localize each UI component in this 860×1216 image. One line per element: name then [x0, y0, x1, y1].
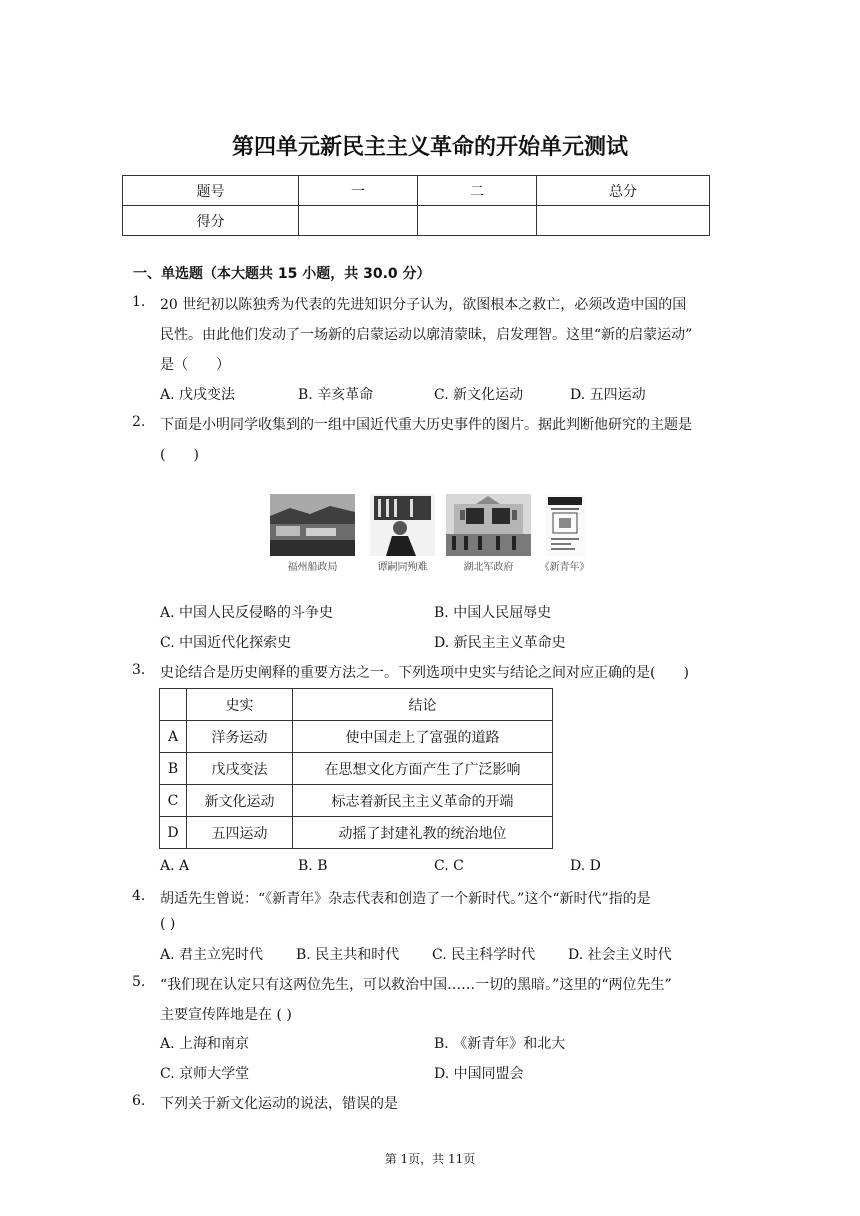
photo-fuzhou-shipyard: [270, 494, 355, 556]
option-a[interactable]: A. 中国人民反侵略的斗争史: [160, 605, 334, 621]
score-table: [122, 175, 710, 236]
question-text-line: 史论结合是历史阐释的重要方法之一。下列选项中史实与结论之间对应正确的是( ): [160, 665, 689, 681]
question-number: 3.: [132, 662, 146, 678]
question-number: 5.: [132, 974, 146, 990]
table-cell: 洋务运动: [187, 721, 293, 753]
option-c[interactable]: C. 民主科学时代: [432, 947, 536, 963]
table-header-cell: 史实: [187, 689, 293, 721]
photo-caption: 谭嗣同殉难: [377, 562, 428, 573]
question-text-line: 胡适先生曾说：“《新青年》杂志代表和创造了一个新时代。”这个“新时代”指的是: [160, 891, 651, 907]
table-cell: 新文化运动: [187, 785, 293, 817]
table-cell: 五四运动: [187, 817, 293, 849]
question-text-line: 主要宣传阵地是在 ( ): [160, 1007, 292, 1023]
option-c[interactable]: C. 新文化运动: [434, 387, 524, 403]
table-cell: 使中国走上了富强的道路: [293, 721, 553, 753]
option-a[interactable]: A. 君主立宪时代: [160, 947, 264, 963]
table-cell: 动摇了封建礼教的统治地位: [293, 817, 553, 849]
score-header-cell: 题号: [123, 176, 299, 206]
question-text-line: ( ): [160, 447, 199, 463]
option-d[interactable]: D. 五四运动: [570, 387, 646, 403]
option-b[interactable]: B. 中国人民屈辱史: [434, 605, 552, 621]
question-text-line: 下列关于新文化运动的说法，错误的是: [160, 1096, 398, 1112]
option-c[interactable]: C. 中国近代化探索史: [160, 635, 292, 651]
score-cell: [537, 206, 710, 236]
page-footer: 第 1页，共 11页: [384, 1152, 476, 1166]
score-header-cell: 二: [418, 176, 537, 206]
photo-caption: 《新青年》: [539, 562, 590, 573]
page-title: 第四单元新民主主义革命的开始单元测试: [231, 135, 628, 160]
question-text-line: 民性。由此他们发动了一场新的启蒙运动以廓清蒙昧，启发理智。这里“新的启蒙运动”: [160, 327, 693, 343]
table-row: [160, 817, 553, 849]
table-header-cell: 结论: [293, 689, 553, 721]
table-cell: C: [160, 785, 187, 817]
table-cell: 戊戌变法: [187, 753, 293, 785]
history-table: [159, 688, 553, 849]
option-b[interactable]: B. 《新青年》和北大: [434, 1036, 566, 1052]
section-heading: 一、单选题（本大题共 15 小题，共 30.0 分）: [133, 266, 431, 282]
score-row-label: 得分: [123, 206, 299, 236]
option-b[interactable]: B. 辛亥革命: [298, 387, 374, 403]
table-cell: A: [160, 721, 187, 753]
score-header-cell: 一: [299, 176, 418, 206]
question-number: 4.: [132, 888, 146, 904]
photo-tan-sitong: [370, 494, 435, 556]
option-d[interactable]: D. 新民主主义革命史: [434, 635, 566, 651]
option-b[interactable]: B. B: [298, 858, 328, 874]
option-d[interactable]: D. D: [570, 858, 601, 874]
table-row: [160, 785, 553, 817]
question-number: 6.: [132, 1093, 146, 1109]
option-d[interactable]: D. 中国同盟会: [434, 1066, 524, 1082]
question-number: 1.: [132, 294, 146, 310]
photo-new-youth-magazine: [545, 494, 585, 556]
question-text-line: ( ): [160, 916, 176, 932]
table-cell: B: [160, 753, 187, 785]
photo-caption: 湖北军政府: [463, 562, 514, 573]
table-cell: 标志着新民主主义革命的开端: [293, 785, 553, 817]
question-text-line: 是（ ）: [160, 357, 230, 373]
option-c[interactable]: C. 京师大学堂: [160, 1066, 250, 1082]
score-header-cell: 总分: [537, 176, 710, 206]
option-d[interactable]: D. 社会主义时代: [568, 947, 672, 963]
option-a[interactable]: A. A: [160, 858, 190, 874]
option-a[interactable]: A. 戊戌变法: [160, 387, 236, 403]
table-row: [160, 721, 553, 753]
option-b[interactable]: B. 民主共和时代: [296, 947, 400, 963]
history-photos: [270, 494, 600, 574]
option-c[interactable]: C. C: [434, 858, 464, 874]
question-number: 2.: [132, 414, 146, 430]
question-text-line: 20 世纪初以陈独秀为代表的先进知识分子认为，欲图根本之救亡，必须改造中国的国: [160, 297, 687, 313]
table-header-cell: [160, 689, 187, 721]
score-cell: [299, 206, 418, 236]
option-a[interactable]: A. 上海和南京: [160, 1036, 250, 1052]
question-text-line: “我们现在认定只有这两位先生，可以救治中国……一切的黑暗。”这里的“两位先生”: [160, 977, 672, 993]
table-cell: D: [160, 817, 187, 849]
table-row: [160, 753, 553, 785]
photo-hubei-government: [446, 494, 531, 556]
question-text-line: 下面是小明同学收集到的一组中国近代重大历史事件的图片。据此判断他研究的主题是: [160, 417, 692, 433]
score-cell: [418, 206, 537, 236]
table-cell: 在思想文化方面产生了广泛影响: [293, 753, 553, 785]
photo-caption: 福州船政局: [287, 562, 338, 573]
